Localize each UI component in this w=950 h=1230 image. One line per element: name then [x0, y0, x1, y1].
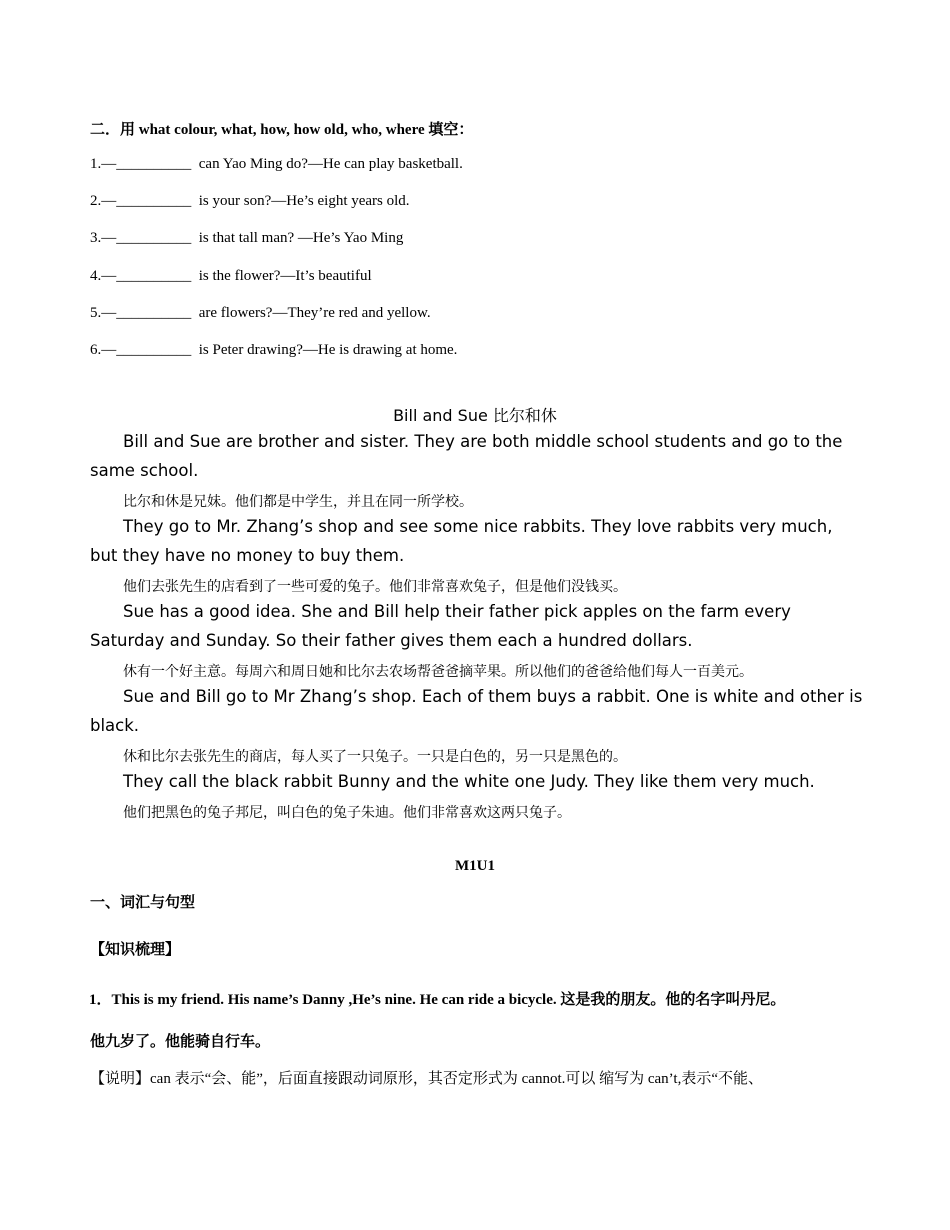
question-item	[90, 268, 372, 285]
question-item	[90, 193, 410, 210]
story-paragraph-cn: 休有一个好主意。每周六和周日她和比尔去农场帮爸爸摘苹果。所以他们的爸爸给他们每人一百美元。	[123, 664, 753, 680]
example-sentence-line1: 1．This is my friend. His name’s Danny ,He’s nine. He can ride a bicycle. 这是我的朋友。他的名字叫丹尼。	[89, 992, 786, 1008]
story-paragraph-en: Sue has a good idea. She and Bill help their father pick apples on the farm every Saturday and Sunday. So their father gives them each a hundred dollars.	[90, 602, 791, 650]
answer-blank[interactable]: __________	[116, 230, 192, 246]
answer-blank[interactable]: __________	[116, 268, 192, 284]
story-paragraph-en: Bill and Sue are brother and sister. They are both middle school students and go to the same school.	[90, 432, 843, 480]
exercise-heading: 二．用 what colour, what, how, how old, who, where 填空：	[90, 122, 474, 138]
question-number: 2.—	[90, 193, 117, 209]
question-item	[90, 230, 403, 247]
question-text: is the flower?—It’s beautiful	[198, 268, 372, 284]
subsection-heading: 【知识梳理】	[90, 940, 181, 958]
story-title: Bill and Sue 比尔和休	[393, 406, 557, 425]
story-paragraph-cn: 他们去张先生的店看到了一些可爱的兔子。他们非常喜欢兔子，但是他们没钱买。	[123, 579, 627, 595]
explanation-note: 【说明】can 表示“会、能”，后面直接跟动词原形，其否定形式为 cannot.可以 缩写为 can’t,表示“不能、	[90, 1071, 763, 1087]
question-number: 1.—	[90, 156, 117, 172]
question-text: is your son?—He’s eight years old.	[198, 193, 410, 209]
question-text: are flowers?—They’re red and yellow.	[198, 305, 431, 321]
question-item	[90, 342, 457, 359]
answer-blank[interactable]: __________	[116, 156, 192, 172]
story-paragraph-cn: 他们把黑色的兔子邦尼，叫白色的兔子朱迪。他们非常喜欢这两只兔子。	[123, 805, 571, 821]
example-sentence-line2: 他九岁了。他能骑自行车。	[90, 1032, 271, 1050]
question-text: is that tall man? —He’s Yao Ming	[198, 230, 404, 246]
story-paragraph-en: Sue and Bill go to Mr Zhang’s shop. Each of them buys a rabbit. One is white and other is black.	[90, 687, 863, 735]
story-paragraph-en: They go to Mr. Zhang’s shop and see some nice rabbits. They love rabbits very much, but they have no money to buy them.	[90, 517, 833, 565]
unit-title: M1U1	[455, 858, 495, 874]
answer-blank[interactable]: __________	[116, 305, 192, 321]
question-text: is Peter drawing?—He is drawing at home.	[198, 342, 458, 358]
question-number: 4.—	[90, 268, 117, 284]
story-paragraph-en: They call the black rabbit Bunny and the white one Judy. They like them very much.	[123, 772, 815, 791]
section-heading: 一、词汇与句型	[90, 893, 196, 911]
question-item	[90, 156, 463, 173]
question-number: 5.—	[90, 305, 117, 321]
story-paragraph-cn: 休和比尔去张先生的商店，每人买了一只兔子。一只是白色的，另一只是黑色的。	[123, 749, 627, 765]
answer-blank[interactable]: __________	[116, 342, 192, 358]
question-number: 3.—	[90, 230, 117, 246]
question-item	[90, 305, 431, 322]
answer-blank[interactable]: __________	[116, 193, 192, 209]
question-text: can Yao Ming do?—He can play basketball.	[198, 156, 463, 172]
question-number: 6.—	[90, 342, 117, 358]
story-paragraph-cn: 比尔和休是兄妹。他们都是中学生，并且在同一所学校。	[123, 494, 473, 510]
